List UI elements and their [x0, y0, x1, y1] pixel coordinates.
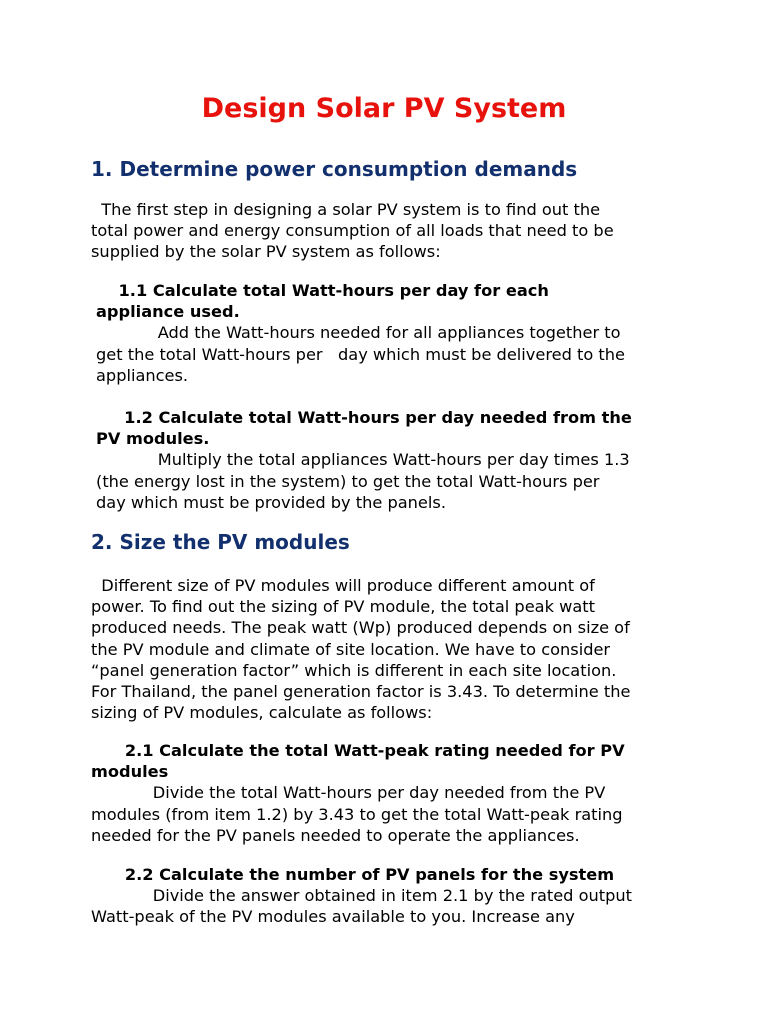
subsection-1-2-body: day which must be provided by the panels.: [96, 492, 446, 512]
section-2-intro-line: power. To find out the sizing of PV module, the total peak watt: [91, 597, 595, 617]
subsection-1-1-heading: 1.1 Calculate total Watt-hours per day for each: [96, 281, 549, 300]
section-2-intro-line: sizing of PV modules, calculate as follows:: [91, 703, 433, 723]
section-2-intro-line: produced needs. The peak watt (Wp) produced depends on size of: [91, 618, 630, 638]
section-2-intro: [91, 575, 630, 723]
subsection-1-1-body: appliances.: [96, 365, 189, 385]
subsection-2-1-body: needed for the PV panels needed to operate the appliances.: [91, 825, 580, 845]
subsection-1-1-heading: appliance used.: [96, 302, 240, 322]
subsection-2-1-heading: modules: [91, 762, 169, 782]
subsection-1-1-body: Add the Watt-hours needed for all appliances together to: [96, 323, 621, 343]
section-2-intro-line: Different size of PV modules will produce different amount of: [91, 576, 595, 595]
subsection-2-1-body: modules (from item 1.2) by 3.43 to get the total Watt-peak rating: [91, 804, 623, 824]
section-2-intro-line: “panel generation factor” which is different in each site location.: [91, 660, 617, 680]
subsection-2-2: [91, 864, 632, 928]
section-2-intro-line: For Thailand, the panel generation factor is 3.43. To determine the: [91, 682, 631, 702]
section-1-intro-line: supplied by the solar PV system as follows:: [91, 242, 441, 262]
section-2-intro-line: the PV module and climate of site location. We have to consider: [91, 639, 611, 659]
document-title: Design Solar PV System: [201, 93, 567, 124]
subsection-1-2-heading: PV modules.: [96, 429, 210, 449]
section-1-intro-line: The first step in designing a solar PV system is to find out the: [91, 200, 601, 219]
subsection-1-1-body: get the total Watt-hours per day which must be delivered to the: [96, 344, 625, 364]
section-1-intro-line: total power and energy consumption of all loads that need to be: [91, 221, 614, 241]
subsection-2-2-body: Divide the answer obtained in item 2.1 by the rated output: [91, 886, 632, 906]
subsection-2-2-body: Watt-peak of the PV modules available to you. Increase any: [91, 907, 575, 927]
subsection-1-2-body: Multiply the total appliances Watt-hours per day times 1.3: [96, 450, 630, 470]
subsection-2-1-heading: 2.1 Calculate the total Watt-peak rating needed for PV: [91, 741, 625, 760]
section-2-heading: 2. Size the PV modules: [91, 530, 350, 554]
section-1-heading: 1. Determine power consumption demands: [91, 157, 578, 181]
subsection-1-2-body: (the energy lost in the system) to get the total Watt-hours per: [96, 471, 600, 491]
subsection-2-1-body: Divide the total Watt-hours per day needed from the PV: [91, 783, 606, 803]
subsection-1-2: [96, 407, 632, 513]
subsection-1-2-heading: 1.2 Calculate total Watt-hours per day needed from the: [96, 408, 632, 427]
subsection-2-1: [91, 740, 625, 846]
section-1-intro: [91, 199, 614, 263]
subsection-2-2-heading: 2.2 Calculate the number of PV panels for the system: [91, 865, 615, 884]
subsection-1-1: [96, 280, 625, 386]
